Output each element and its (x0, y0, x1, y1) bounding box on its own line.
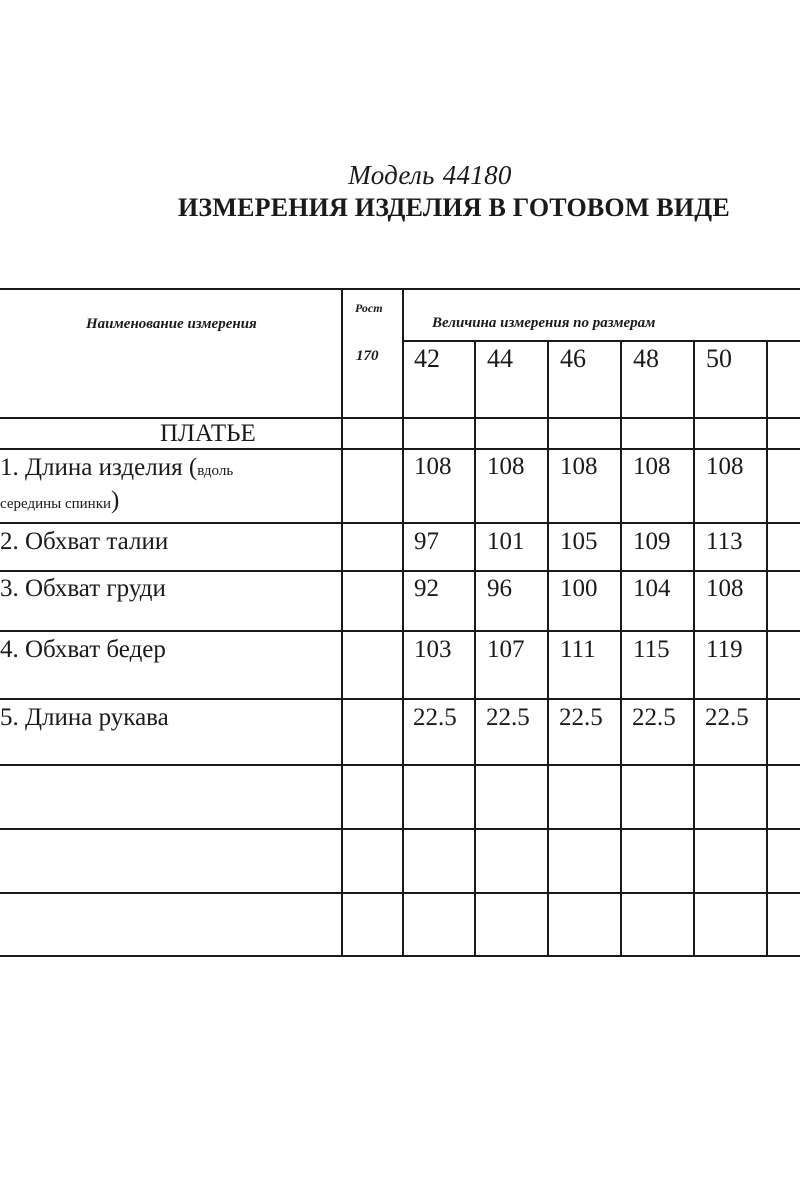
size-label: 46 (560, 344, 586, 373)
table-cell: 115 (633, 636, 670, 663)
table-rule (547, 340, 549, 957)
table-cell: 97 (414, 528, 439, 555)
model-number: 44180 (442, 160, 512, 190)
height-column-header: Рост (355, 301, 383, 315)
table-rule (0, 828, 800, 830)
table-rule (0, 570, 800, 572)
table-rule (0, 448, 800, 450)
table-cell: 22.5 (486, 704, 530, 731)
row-name: 3. Обхват груди (0, 575, 166, 602)
table-cell: 107 (487, 636, 525, 663)
row-name-note: вдоль (197, 463, 234, 479)
table-rule (0, 892, 800, 894)
table-rule (0, 764, 800, 766)
table-cell: 105 (560, 528, 598, 555)
row-name-close: ) (111, 487, 120, 514)
model-line (0, 160, 800, 191)
model-label: Модель (348, 160, 435, 190)
table-cell: 108 (706, 575, 744, 602)
table-cell: 22.5 (632, 704, 676, 731)
table-rule (0, 955, 800, 957)
name-column-header: Наименование измерения (86, 316, 257, 332)
table-cell: 119 (706, 636, 743, 663)
table-cell: 22.5 (559, 704, 603, 731)
row-name-main: 1. Длина изделия ( (0, 454, 198, 481)
table-cell: 108 (560, 453, 598, 480)
table-cell: 92 (414, 575, 439, 602)
table-cell: 109 (633, 528, 671, 555)
table-cell: 22.5 (413, 704, 457, 731)
table-rule (0, 522, 800, 524)
size-label: 48 (633, 344, 659, 373)
table-cell: 108 (633, 453, 671, 480)
document-title: ИЗМЕРЕНИЯ ИЗДЕЛИЯ В ГОТОВОМ ВИДЕ (178, 193, 730, 222)
table-cell: 22.5 (705, 704, 749, 731)
table-cell: 101 (487, 528, 525, 555)
table-cell: 103 (414, 636, 452, 663)
table-rule (0, 288, 800, 290)
row-name: 4. Обхват бедер (0, 636, 166, 663)
table-cell: 113 (706, 528, 743, 555)
table-rule (693, 340, 695, 957)
table-cell: 100 (560, 575, 598, 602)
size-label: 44 (487, 344, 513, 373)
table-cell: 108 (487, 453, 525, 480)
row-name-line2: середины спинки (0, 496, 112, 512)
table-rule (620, 340, 622, 957)
table-rule (402, 288, 404, 957)
size-label: 42 (414, 344, 440, 373)
table-cell: 104 (633, 575, 671, 602)
row-name-continued (0, 488, 119, 513)
table-cell: 111 (560, 636, 596, 663)
table-cell: 108 (706, 453, 744, 480)
size-label: 50 (706, 344, 732, 373)
table-rule (0, 698, 800, 700)
table-rule (341, 288, 343, 957)
table-cell: 108 (414, 453, 452, 480)
table-rule (0, 630, 800, 632)
row-name: 2. Обхват талии (0, 528, 169, 555)
table-cell: 96 (487, 575, 512, 602)
table-rule (0, 417, 800, 419)
height-value: 170 (356, 348, 379, 364)
row-name (0, 455, 233, 480)
sizes-header: Величина измерения по размерам (432, 315, 656, 331)
table-rule (474, 340, 476, 957)
row-name: 5. Длина рукава (0, 704, 169, 731)
table-rule (766, 340, 768, 957)
table-rule (404, 340, 800, 342)
section-title: ПЛАТЬЕ (160, 420, 256, 447)
